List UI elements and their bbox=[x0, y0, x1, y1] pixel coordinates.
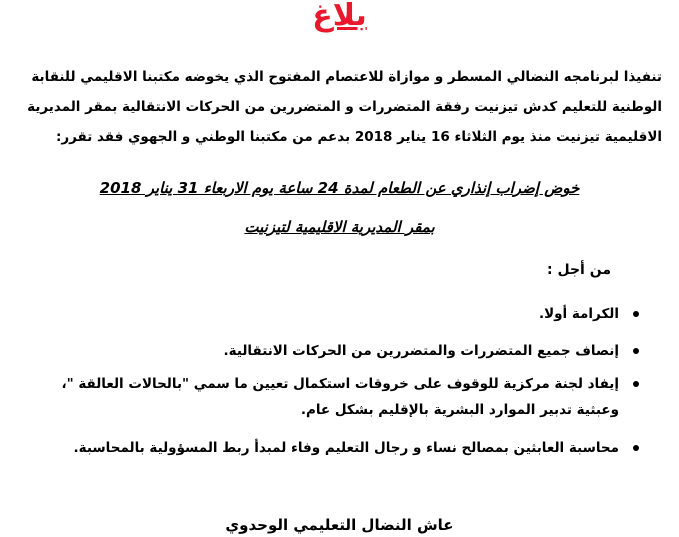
demand-text: الكرامة أولا. bbox=[538, 306, 619, 322]
demand-text: إنصاف جميع المتضررات والمتضررين من الحركات الانتقالية. bbox=[223, 343, 619, 359]
intro-line: الوطنية للتعليم كدش تيزنيت رفقة المتضررات و المتضررين من الحركات الانتقالية بمقر المديرية bbox=[27, 99, 662, 115]
demand-item bbox=[29, 303, 619, 325]
bullet-dot-icon bbox=[633, 445, 639, 451]
decision-line-strike: خوض إضراب إنذاري عن الطعام لمدة 24 ساعة يوم الاربعاء 31 يناير 2018 bbox=[99, 179, 580, 197]
intro-line: الاقليمية تيزنيت منذ يوم الثلاثاء 16 يناير 2018 بدعم من مكتبنا الوطني و الجهوي فقد تقرر: bbox=[55, 129, 662, 145]
bullet-dot-icon bbox=[633, 381, 639, 387]
bullet-dot-icon bbox=[633, 348, 639, 354]
demand-item bbox=[29, 437, 619, 459]
demands-heading: من أجل : bbox=[547, 262, 611, 278]
page-title: بلاغ bbox=[312, 0, 367, 33]
decision-line-location: بمقر المديرية الاقليمية لتيزنيت bbox=[244, 218, 435, 236]
demand-text: إيفاد لجنة مركزية للوقوف على خروقات استكمال تعيين ما سمي "بالحالات العالقة "، bbox=[61, 376, 619, 392]
closing-slogan-partial: عاش النضال التعليمي الوحدوي bbox=[225, 516, 454, 534]
demand-text-continued: وعبثية تدبير الموارد البشرية بالإقليم بشكل عام. bbox=[300, 402, 619, 418]
bullet-dot-icon bbox=[633, 311, 639, 317]
intro-line: تنفيذا لبرنامجه النضالي المسطر و موازاة للاعتصام المفتوح الذي يخوضه مكتبنا الاقليمي للنقابة bbox=[31, 69, 662, 85]
demand-item bbox=[29, 373, 619, 421]
intro-paragraph bbox=[22, 62, 662, 152]
demand-item bbox=[29, 340, 619, 362]
demand-text: محاسبة العابثين بمصالح نساء و رجال التعليم وفاء لمبدأ ربط المسؤولية بالمحاسبة. bbox=[73, 440, 619, 456]
